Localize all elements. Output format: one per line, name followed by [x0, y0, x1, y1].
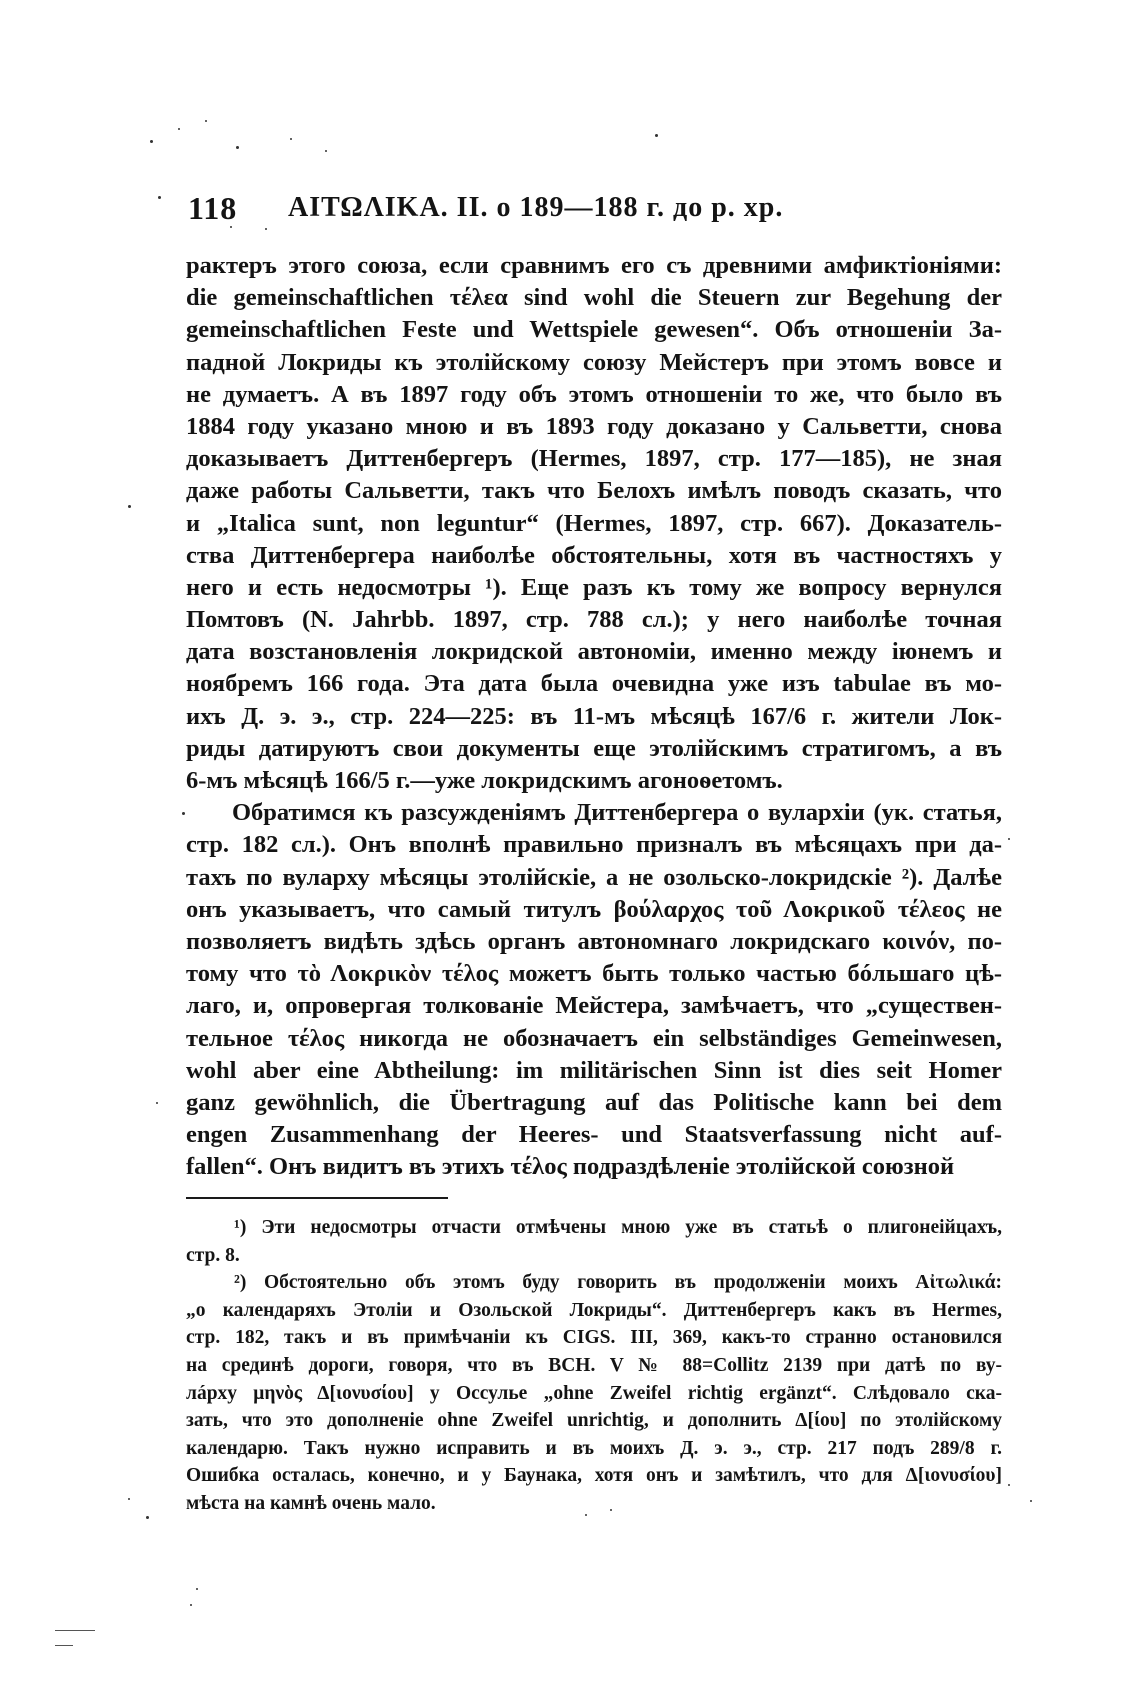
body-line: ихъ Д. э. э., стр. 224—225: въ 11-мъ мѣсяцѣ 167/6 г. жители Лок-	[186, 702, 1002, 730]
body-line: 6-мъ мѣсяцѣ 166/5 г.—уже локридскимъ агоноѳетомъ.	[186, 767, 783, 794]
body-line: ства Диттенбергера наиболѣе обстоятельны, хотя въ частностяхъ у	[186, 541, 1002, 569]
body-line: ganz gewöhnlich, die Übertragung auf das Politische kann bei dem	[186, 1088, 1002, 1116]
footnote-line: стр. 8.	[186, 1244, 240, 1266]
body-line: engen Zusammenhang der Heeres- und Staatsverfassung nicht auf-	[186, 1121, 1002, 1149]
footnote-line: зать, что это дополненіе ohne Zweifel unrichtig, и дополнить Δ[ίου] по этолійскому	[186, 1410, 1002, 1432]
body-line: 1884 году указано мною и въ 1893 году доказано у Сальветти, снова	[186, 412, 1002, 440]
page-header	[188, 190, 908, 230]
body-line: die gemeinschaftlichen τέλεα sind wohl die Steuern zur Begehung der	[186, 284, 1002, 312]
footnote-line: лápxy μηνὸς Δ[ιονυσίου] у Оссулье „ohne Zweifel richtig ergänzt“. Слѣдовало ска-	[186, 1382, 1002, 1404]
footnote-line: ¹) Эти недосмотры отчасти отмѣчены мною уже въ статьѣ о плигонеійцахъ,	[234, 1217, 1002, 1238]
body-line: рактеръ этого союза, если сравнимъ его съ древними амфиктіоніями:	[186, 252, 1002, 279]
footnotes	[186, 1214, 1002, 1518]
footnote-line: Ошибка осталась, конечно, и у Баунака, хотя онъ и замѣтилъ, что для Δ[ιονυσίου]	[186, 1465, 1002, 1487]
body-line: риды датируютъ свои документы еще этолійскимъ стратигомъ, а въ	[186, 734, 1002, 762]
page-number: 118	[188, 190, 238, 226]
body-line: него и есть недосмотры ¹). Еще разъ къ тому же вопросу вернулся	[186, 573, 1002, 601]
running-title: ΑΙΤΩΛΙΚΑ. II. о 189—188 г. до р. хр.	[288, 192, 784, 223]
body-line: тельное τέλος никогда не обозначаетъ ein selbständiges Gemeinwesen,	[186, 1024, 1002, 1052]
body-line: онъ указываетъ, что самый титулъ βούλαρχος τοῦ Λοκρικοῦ τέλεος не	[186, 895, 1002, 923]
body-text	[186, 250, 1002, 1183]
body-line: не думаетъ. А въ 1897 году объ этомъ отношеніи то же, что было въ	[186, 380, 1002, 408]
body-line: лаго, и, опровергая толкованіе Мейстера, замѣчаетъ, что „существен-	[186, 992, 1002, 1020]
body-line: gemeinschaftlichen Feste und Wettspiele gewesen“. Объ отношеніи За-	[186, 316, 1002, 344]
body-line: доказываетъ Диттенбергеръ (Hermes, 1897, стр. 177—185), не зная	[186, 445, 1002, 473]
body-line: дата возстановленія локридской автономіи, именно между іюнемъ и	[186, 638, 1002, 666]
body-line: fallen“. Онъ видитъ въ этихъ τέλος подраздѣленіе этолійской союзной	[186, 1153, 955, 1181]
footnote-line: календарю. Такъ нужно исправить и въ моихъ Д. э. э., стр. 217 подъ 289/8 г.	[186, 1437, 1002, 1459]
body-line: тахъ по вуларху мѣсяцы этолійскіе, а не озольско-локридскіе ²). Далѣе	[186, 863, 1002, 891]
footnote-line: на срединѣ дороги, говоря, что въ BCH. V № 88=Collitz 2139 при датѣ по ву-	[186, 1354, 1002, 1376]
footnote-line: мѣста на камнѣ очень мало.	[186, 1492, 436, 1514]
body-line: стр. 182 сл.). Онъ вполнѣ правильно призналъ въ мѣсяцахъ при да-	[186, 831, 1002, 859]
footnote-line: стр. 182, такъ и въ примѣчаніи къ CIGS. III, 369, какъ-то странно остановился	[186, 1327, 1002, 1349]
body-line: Обратимся къ разсужденіямъ Диттенбергера о вулархіи (ук. статья,	[232, 799, 1002, 827]
body-line: wohl aber eine Abtheilung: im militärischen Sinn ist dies seit Homer	[186, 1056, 1002, 1084]
body-line: ноябремъ 166 года. Эта дата была очевидна уже изъ tabulae въ мо-	[186, 670, 1002, 698]
body-line: Помтовъ (N. Jahrbb. 1897, стр. 788 сл.); у него наиболѣе точная	[186, 606, 1002, 634]
footnote-line: „о календаряхъ Этоліи и Озольской Локриды“. Диттенбергеръ какъ въ Hermes,	[186, 1299, 1002, 1321]
body-line: даже работы Сальветти, такъ что Белохъ имѣлъ поводъ сказать, что	[186, 477, 1002, 505]
footnote-line: ²) Обстоятельно объ этомъ буду говорить въ продолженіи моихъ Αἰτωλικά:	[234, 1272, 1002, 1294]
footnote-rule	[186, 1197, 448, 1199]
body-line: и „Italica sunt, non leguntur“ (Hermes, 1897, стр. 667). Доказатель-	[186, 509, 1002, 537]
body-line: позволяетъ видѣть здѣсь органъ автономнаго локридскаго κοινόν, по-	[186, 927, 1002, 955]
body-line: тому что τὸ Λοκρικὸν τέλος можетъ быть только частью бóльшаго цѣ-	[186, 960, 1002, 988]
body-line: падной Локриды къ этолійскому союзу Мейстеръ при этомъ вовсе и	[186, 348, 1002, 376]
